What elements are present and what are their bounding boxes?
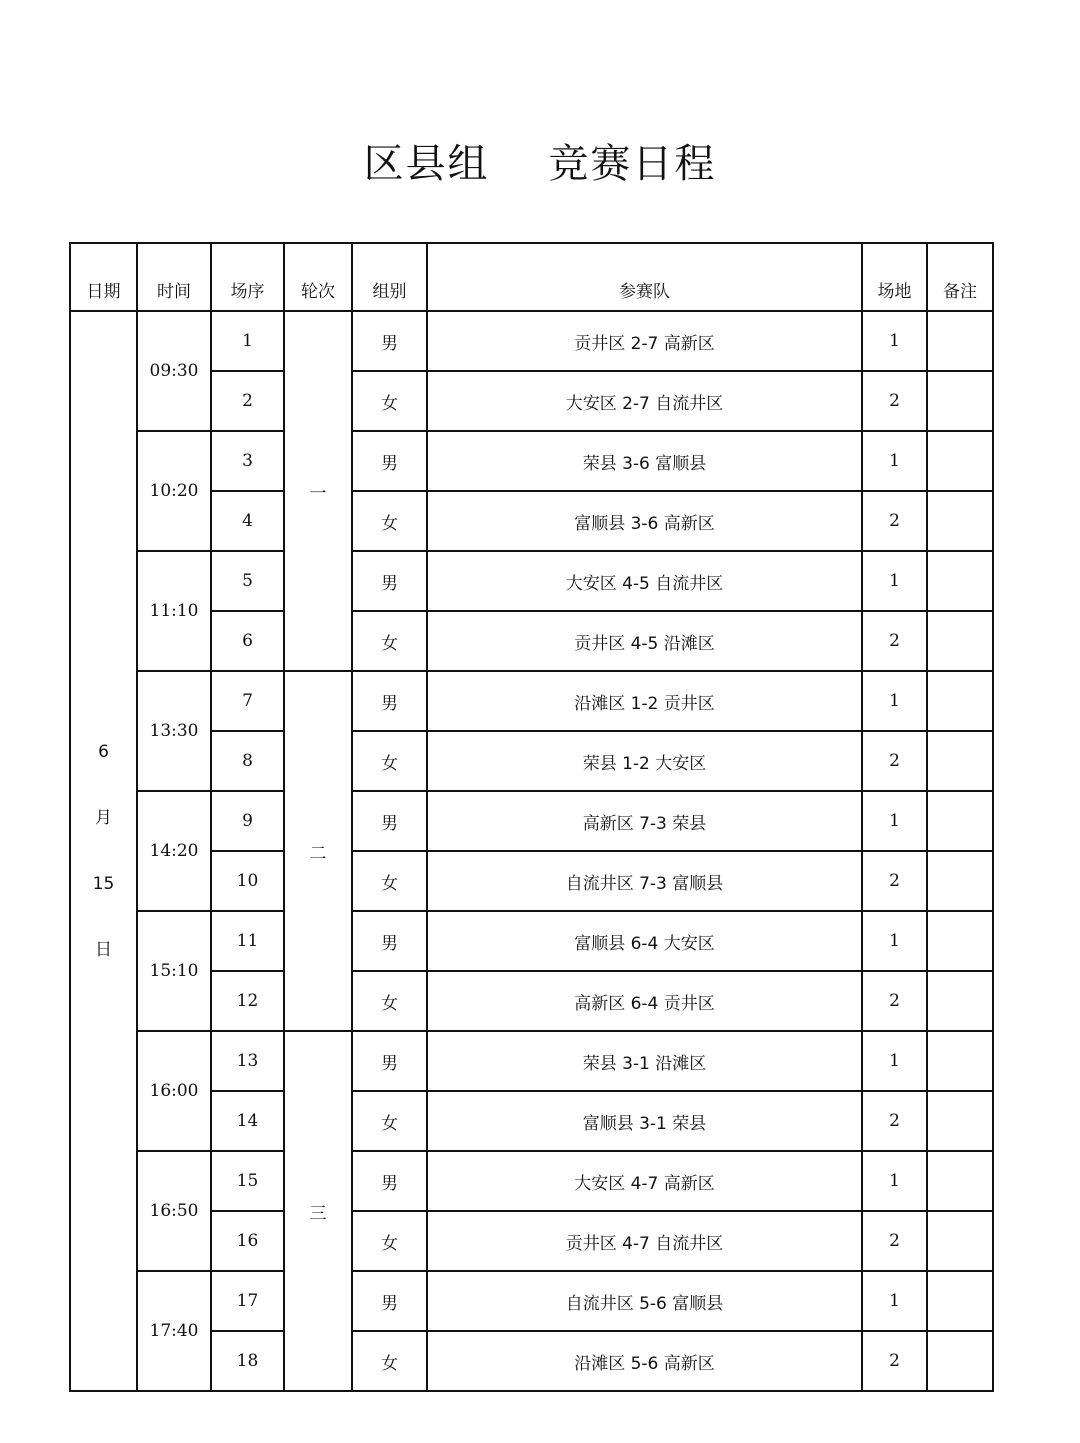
round-cell: 三	[284, 1031, 352, 1391]
venue-cell: 1	[862, 911, 927, 971]
match-cell: 自流井区 7-3 富顺县	[427, 851, 862, 911]
table-row	[70, 671, 993, 731]
note-cell	[927, 1151, 993, 1211]
header-teams: 参赛队	[427, 243, 862, 311]
venue-cell: 2	[862, 851, 927, 911]
group-cell: 男	[352, 911, 427, 971]
header-note: 备注	[927, 243, 993, 311]
table-row	[70, 431, 993, 491]
date-char: 6	[98, 742, 109, 762]
match-cell: 贡井区 4-5 沿滩区	[427, 611, 862, 671]
venue-cell: 1	[862, 1151, 927, 1211]
match-cell: 大安区 2-7 自流井区	[427, 371, 862, 431]
note-cell	[927, 491, 993, 551]
header-row	[70, 243, 993, 311]
venue-cell: 2	[862, 971, 927, 1031]
group-cell: 男	[352, 1031, 427, 1091]
table-row	[70, 311, 993, 371]
seq-cell: 15	[211, 1151, 284, 1211]
page-title: 区县组 竞赛日程	[363, 141, 717, 187]
match-cell: 沿滩区 5-6 高新区	[427, 1331, 862, 1391]
venue-cell: 1	[862, 1031, 927, 1091]
match-cell: 沿滩区 1-2 贡井区	[427, 671, 862, 731]
note-cell	[927, 971, 993, 1031]
match-cell: 贡井区 4-7 自流井区	[427, 1211, 862, 1271]
venue-cell: 2	[862, 371, 927, 431]
time-cell: 17:40	[137, 1271, 211, 1391]
group-cell: 女	[352, 1331, 427, 1391]
table-row	[70, 1271, 993, 1331]
match-cell: 荣县 3-6 富顺县	[427, 431, 862, 491]
seq-cell: 13	[211, 1031, 284, 1091]
match-cell: 富顺县 3-1 荣县	[427, 1091, 862, 1151]
venue-cell: 2	[862, 611, 927, 671]
note-cell	[927, 1091, 993, 1151]
note-cell	[927, 311, 993, 371]
group-cell: 男	[352, 671, 427, 731]
note-cell	[927, 1271, 993, 1331]
match-cell: 富顺县 3-6 高新区	[427, 491, 862, 551]
group-cell: 男	[352, 1271, 427, 1331]
header-date: 日期	[70, 243, 137, 311]
match-cell: 大安区 4-5 自流井区	[427, 551, 862, 611]
time-cell: 13:30	[137, 671, 211, 791]
group-cell: 女	[352, 851, 427, 911]
table-row	[70, 911, 993, 971]
venue-cell: 1	[862, 1271, 927, 1331]
note-cell	[927, 851, 993, 911]
match-cell: 荣县 3-1 沿滩区	[427, 1031, 862, 1091]
time-cell: 11:10	[137, 551, 211, 671]
schedule-body	[70, 311, 993, 1391]
note-cell	[927, 1331, 993, 1391]
date-cell	[70, 311, 137, 1391]
note-cell	[927, 731, 993, 791]
group-cell: 男	[352, 311, 427, 371]
time-cell: 15:10	[137, 911, 211, 1031]
venue-cell: 1	[862, 551, 927, 611]
seq-cell: 2	[211, 371, 284, 431]
note-cell	[927, 371, 993, 431]
seq-cell: 11	[211, 911, 284, 971]
venue-cell: 1	[862, 431, 927, 491]
match-cell: 贡井区 2-7 高新区	[427, 311, 862, 371]
table-row	[70, 1151, 993, 1211]
group-cell: 男	[352, 791, 427, 851]
round-cell: 二	[284, 671, 352, 1031]
note-cell	[927, 791, 993, 851]
group-cell: 男	[352, 551, 427, 611]
time-cell: 09:30	[137, 311, 211, 431]
venue-cell: 2	[862, 491, 927, 551]
venue-cell: 1	[862, 671, 927, 731]
note-cell	[927, 431, 993, 491]
seq-cell: 7	[211, 671, 284, 731]
venue-cell: 2	[862, 1331, 927, 1391]
match-cell: 富顺县 6-4 大安区	[427, 911, 862, 971]
seq-cell: 16	[211, 1211, 284, 1271]
note-cell	[927, 911, 993, 971]
group-cell: 女	[352, 611, 427, 671]
header-time: 时间	[137, 243, 211, 311]
seq-cell: 14	[211, 1091, 284, 1151]
group-cell: 女	[352, 371, 427, 431]
header-round: 轮次	[284, 243, 352, 311]
header-group: 组别	[352, 243, 427, 311]
seq-cell: 6	[211, 611, 284, 671]
round-cell: 一	[284, 311, 352, 671]
schedule-table	[69, 242, 994, 1392]
seq-cell: 10	[211, 851, 284, 911]
match-cell: 大安区 4-7 高新区	[427, 1151, 862, 1211]
group-cell: 男	[352, 431, 427, 491]
venue-cell: 2	[862, 731, 927, 791]
header-venue: 场地	[862, 243, 927, 311]
note-cell	[927, 671, 993, 731]
match-cell: 自流井区 5-6 富顺县	[427, 1271, 862, 1331]
group-cell: 女	[352, 731, 427, 791]
match-cell: 高新区 7-3 荣县	[427, 791, 862, 851]
venue-cell: 1	[862, 791, 927, 851]
venue-cell: 2	[862, 1211, 927, 1271]
table-row	[70, 791, 993, 851]
seq-cell: 9	[211, 791, 284, 851]
note-cell	[927, 611, 993, 671]
date-char: 月	[95, 808, 112, 828]
seq-cell: 18	[211, 1331, 284, 1391]
seq-cell: 12	[211, 971, 284, 1031]
time-cell: 16:00	[137, 1031, 211, 1151]
time-cell: 14:20	[137, 791, 211, 911]
seq-cell: 3	[211, 431, 284, 491]
group-cell: 男	[352, 1151, 427, 1211]
table-row	[70, 551, 993, 611]
note-cell	[927, 551, 993, 611]
seq-cell: 1	[211, 311, 284, 371]
seq-cell: 4	[211, 491, 284, 551]
match-cell: 荣县 1-2 大安区	[427, 731, 862, 791]
date-char: 日	[95, 940, 112, 960]
venue-cell: 1	[862, 311, 927, 371]
seq-cell: 5	[211, 551, 284, 611]
match-cell: 高新区 6-4 贡井区	[427, 971, 862, 1031]
table-row	[70, 1031, 993, 1091]
date-char: 15	[92, 874, 115, 894]
group-cell: 女	[352, 1091, 427, 1151]
note-cell	[927, 1031, 993, 1091]
group-cell: 女	[352, 971, 427, 1031]
header-seq: 场序	[211, 243, 284, 311]
note-cell	[927, 1211, 993, 1271]
seq-cell: 17	[211, 1271, 284, 1331]
time-cell: 10:20	[137, 431, 211, 551]
group-cell: 女	[352, 1211, 427, 1271]
seq-cell: 8	[211, 731, 284, 791]
time-cell: 16:50	[137, 1151, 211, 1271]
venue-cell: 2	[862, 1091, 927, 1151]
group-cell: 女	[352, 491, 427, 551]
